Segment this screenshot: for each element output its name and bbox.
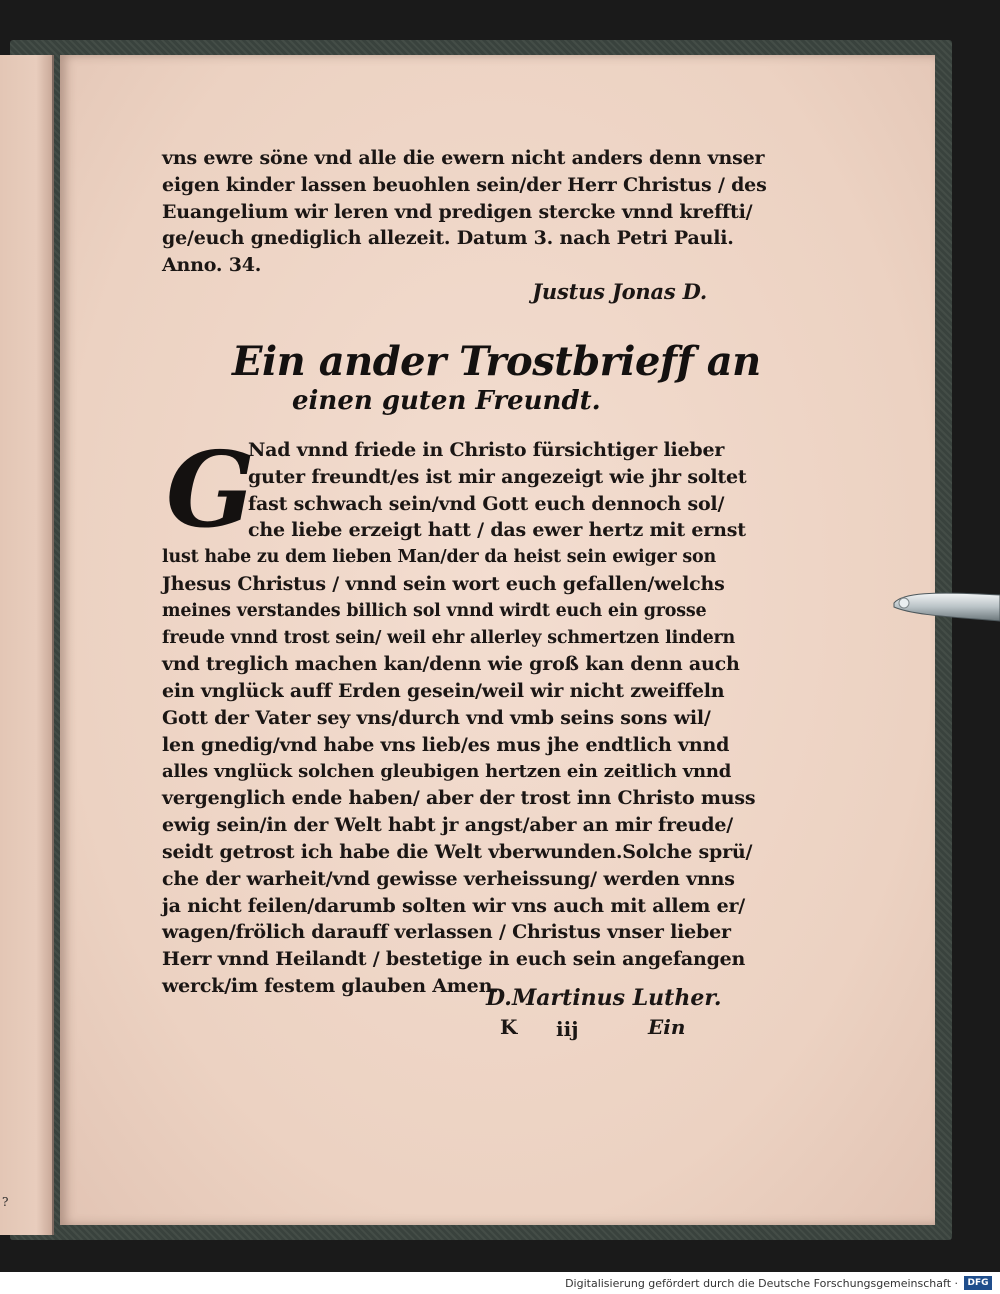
letter-body (162, 428, 756, 1000)
text-line: Anno. 34. (162, 254, 262, 277)
facing-page-edge (0, 55, 54, 1235)
page-holder-pointer-icon (892, 585, 1000, 627)
signature-justus-jonas: Justus Jonas D. (532, 278, 707, 304)
funding-notice: Digitalisierung gefördert durch die Deutsche Forschungsgemeinschaft · (565, 1277, 958, 1290)
page-number: iij (556, 1017, 579, 1041)
text-line: Gott der Vater sey vns/durch vnd vmb seins sons wil/ (162, 706, 711, 729)
text-line: ein vnglück auff Erden gesein/weil wir nicht zweiffeln (162, 680, 725, 703)
decorated-initial: G (166, 428, 255, 551)
letter-subtitle: einen guten Freundt. (292, 386, 601, 416)
text-line: Euangelium wir leren vnd predigen stercke vnnd kreffti/ (162, 200, 753, 223)
text-line: ewig sein/in der Welt habt jr angst/aber an mir freude/ (162, 814, 733, 837)
text-line: lust habe zu dem lieben Man/der da heist sein ewiger son (162, 547, 717, 568)
text-line: freude vnnd trost sein/ weil ehr allerley schmertzen lindern (162, 627, 736, 648)
text-line: guter freundt/es ist mir angezeigt wie jhr soltet (248, 465, 747, 488)
footer-bar (0, 1272, 1000, 1294)
text-line: wagen/frölich darauff verlassen / Christus vnser lieber (162, 921, 731, 944)
text-line: Nad vnnd friede in Christo fürsichtiger lieber (248, 439, 725, 461)
text-line: vergenglich ende haben/ aber der trost inn Christo muss (162, 787, 756, 810)
text-line: vns ewre söne vnd alle die ewern nicht anders denn vnser (162, 147, 765, 169)
dfg-logo: DFG (964, 1276, 992, 1290)
catchword: Ein (648, 1015, 686, 1039)
text-line: meines verstandes billich sol vnnd wirdt euch ein grosse (162, 600, 707, 621)
text-line: vnd treglich machen kan/denn wie groß kan denn auch (162, 653, 740, 676)
signature-martin-luther: D.Martinus Luther. (486, 985, 722, 1011)
facing-page-fragment: ? (2, 1195, 9, 1209)
text-line: len gnedig/vnd habe vns lieb/es mus jhe endtlich vnnd (162, 733, 730, 756)
text-line: seidt getrost ich habe die Welt vberwunden.Solche sprü/ (162, 840, 753, 863)
text-line: fast schwach sein/vnd Gott euch dennoch sol/ (248, 492, 725, 515)
text-line: ja nicht feilen/darumb solten wir vns auch mit allem er/ (162, 894, 746, 917)
text-line: Jhesus Christus / vnnd sein wort euch gefallen/welchs (162, 572, 725, 595)
text-line: che der warheit/vnd gewisse verheissung/ werden vnns (162, 867, 735, 890)
text-line: alles vnglück solchen gleubigen hertzen ein zeitlich vnnd (162, 760, 732, 782)
text-line: Herr vnnd Heilandt / bestetige in euch sein angefangen (162, 948, 746, 971)
text-line: ge/euch gnediglich allezeit. Datum 3. nach Petri Pauli. (162, 227, 734, 250)
text-line: eigen kinder lassen beuohlen sein/der Herr Christus / des (162, 173, 767, 196)
text-line: che liebe erzeigt hatt / das ewer hertz mit ernst (248, 519, 746, 542)
top-text-block (162, 145, 767, 306)
letter-title: Ein ander Trostbrieff an (232, 338, 761, 385)
text-line: werck/im festem glauben Amen. (162, 974, 499, 997)
signature-mark: K (500, 1015, 518, 1039)
